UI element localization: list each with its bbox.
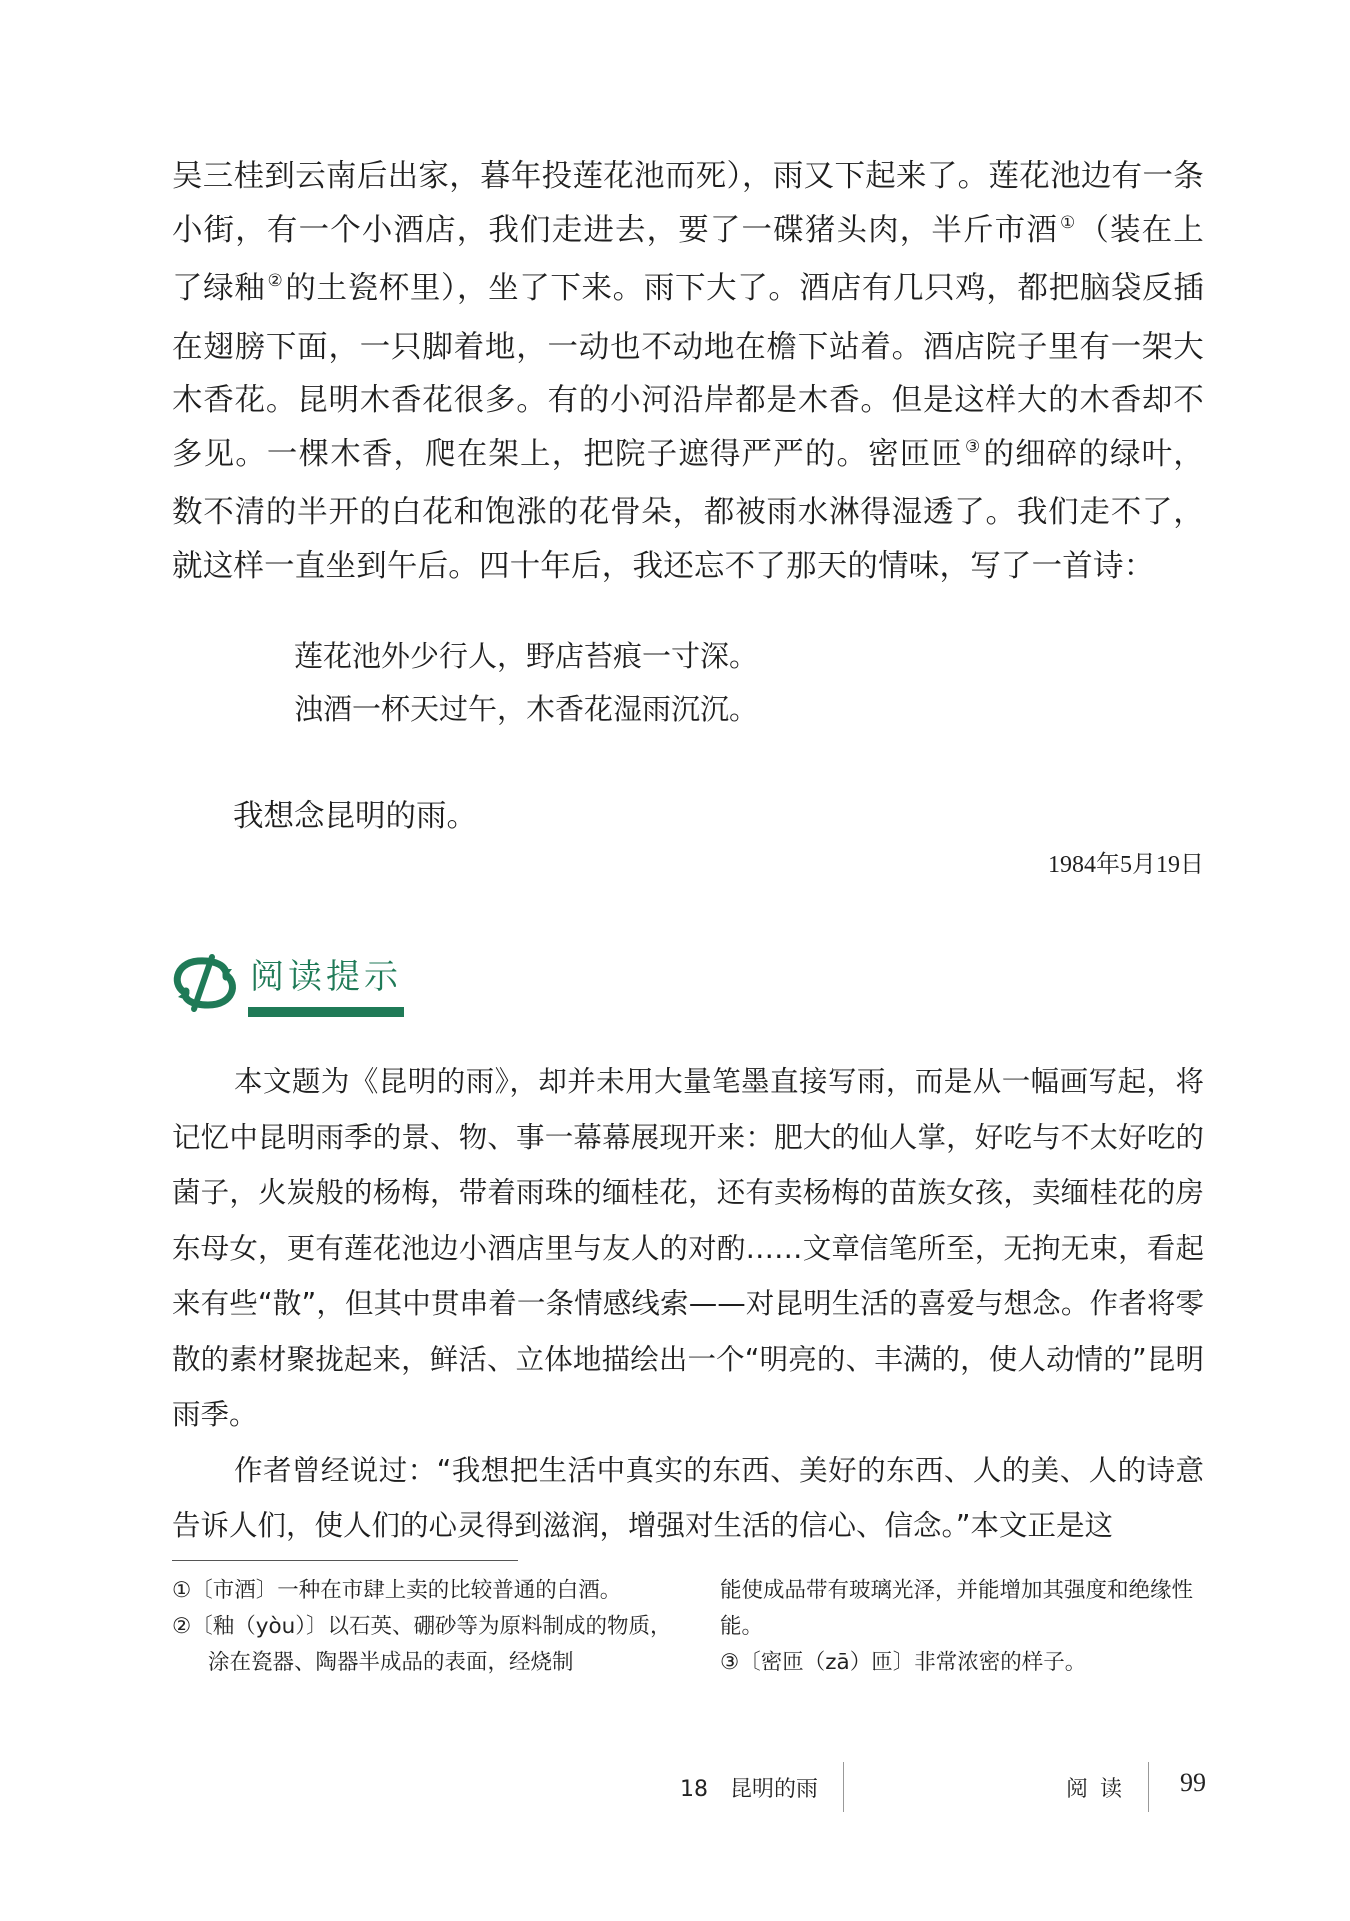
section-title: 阅读提示 [250, 957, 402, 997]
footnote-2: ②〔釉（yòu）〕以石英、硼砂等为原料制成的物质，涂在瓷器、陶器半成品的表面，经烧制 [172, 1614, 672, 1675]
footnote-2-continued: 能使成品带有玻璃光泽，并能增加其强度和绝缘性能。 [720, 1578, 1194, 1639]
chapter-label: 18 昆明的雨 [680, 1777, 818, 1802]
poem-line: 莲花池外少行人，野店苔痕一寸深。 [294, 639, 759, 673]
footnote-marker-1[interactable]: ① [1059, 212, 1077, 233]
footnote-column-left [172, 1573, 672, 1681]
reading-hint-icon [168, 953, 244, 1013]
footnote-marker-2[interactable]: ② [267, 271, 284, 291]
section-label: 阅读 [1066, 1777, 1135, 1802]
footnote-marker-3[interactable]: ③ [965, 436, 982, 457]
essay-body [172, 150, 1204, 593]
hint-paragraph: 本文题为《昆明的雨》，却并未用大量笔墨直接写雨，而是从一幅画写起，将记忆中昆明雨季的景、物、事一幕幕展现开来：肥大的仙人掌，好吃与不太好吃的菌子，火炭般的杨梅，带着雨珠的缅桂花，还有卖杨梅的苗族女孩，卖缅桂花的房东母女，更有莲花池边小酒店里与友人的对酌……文章信笔所至，无拘无束，看起来有些“散”，但其中贯串着一条情感线索——对昆明生活的喜爱与想念。作者将零散的素材聚拢起来，鲜活、立体地描绘出一个“明亮的、丰满的，使人动情的”昆明雨季。 [172, 1065, 1204, 1431]
footnote-column-right [720, 1573, 1210, 1681]
page-footer [0, 1762, 1350, 1818]
essay-date: 1984年5月19日 [1048, 852, 1204, 878]
closing-line: 我想念昆明的雨。 [233, 799, 477, 834]
reading-hint-body [172, 1054, 1204, 1554]
section-underline [248, 1007, 404, 1017]
footnote-3: ③〔密匝（zā）匝〕非常浓密的样子。 [720, 1650, 1087, 1675]
hint-paragraph: 作者曾经说过：“我想把生活中真实的东西、美好的东西、人的美、人的诗意告诉人们，使人们的心灵得到滋润，增强对生活的信心、信念。”本文正是这 [172, 1453, 1204, 1542]
poem-line: 浊酒一杯天过午，木香花湿雨沉沉。 [294, 692, 759, 726]
footnote-divider [172, 1560, 518, 1561]
reading-hint-header [168, 953, 408, 1023]
poem [294, 630, 758, 736]
footnote-1: ①〔市酒〕一种在市肆上卖的比较普通的白酒。 [172, 1578, 622, 1603]
essay-paragraph: 吴三桂到云南后出家，暮年投莲花池而死），雨又下起来了。莲花池边有一条小街，有一个小酒店，我们走进去，要了一碟猪头肉，半斤市酒 ①（装在上了绿釉 ②的土瓷杯里），坐了下来。雨下大了。酒店有几只鸡，都把脑袋反插在翅膀下面，一只脚着地，一动也不动地在檐下站着。酒店院子里有一架大木香花。昆明木香花很多。有的小河沿岸都是木香。但是这样大的木香却不多见。一棵木香，爬在架上，把院子遮得严严的。密匝匝 ③的细碎的绿叶，数不清的半开的白花和饱涨的花骨朵，都被雨水淋得湿透了。我们走不了，就这样一直坐到午后。四十年后，我还忘不了那天的情味，写了一首诗： [172, 159, 1204, 584]
footer-divider [843, 1762, 844, 1812]
page-number: 99 [1180, 1768, 1206, 1797]
footer-divider [1148, 1762, 1149, 1812]
